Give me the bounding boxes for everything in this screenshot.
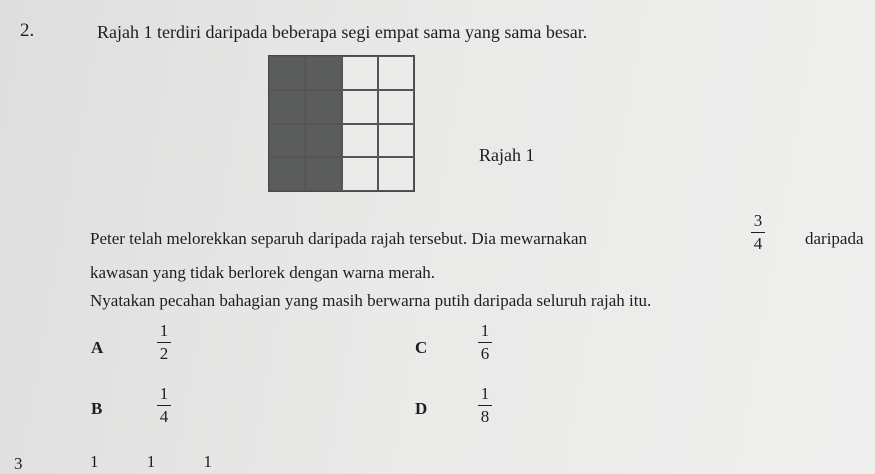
- option-c-letter[interactable]: C: [415, 338, 428, 357]
- option-c-denominator: 6: [480, 344, 490, 364]
- grid-cell-shaded: [269, 56, 305, 90]
- grid-cell-white: [342, 124, 378, 158]
- grid-cell-shaded: [269, 90, 305, 124]
- question-title: Rajah 1 terdiri daripada beberapa segi empat sama yang sama besar.: [97, 22, 588, 42]
- option-d-fraction[interactable]: [478, 385, 492, 426]
- question-number: 2.: [20, 20, 35, 41]
- option-d-numerator: 1: [480, 384, 490, 403]
- option-c-numerator: 1: [480, 321, 490, 340]
- grid-cell-white: [378, 124, 414, 158]
- option-a-numerator: 1: [159, 321, 169, 340]
- grid-cell-white: [378, 90, 414, 124]
- grid-cell-shaded: [305, 157, 341, 191]
- option-d-denominator: 8: [480, 407, 490, 427]
- option-b-letter[interactable]: B: [91, 399, 103, 418]
- option-a-denominator: 2: [159, 344, 169, 364]
- paragraph-3-text: Nyatakan pecahan bahagian yang masih berwarna putih daripada seluruh rajah itu.: [90, 291, 652, 310]
- paragraph-1-end: daripada: [805, 229, 864, 248]
- grid-cell-white: [378, 56, 414, 90]
- fraction-bar: [751, 232, 765, 233]
- grid-cell-white: [342, 56, 378, 90]
- option-d-letter[interactable]: D: [415, 399, 428, 418]
- inline-fraction-numerator: 3: [753, 211, 763, 230]
- paragraph-1-text: Peter telah melorekkan separuh daripada rajah tersebut. Dia mewarnakan: [90, 229, 588, 248]
- grid-cell-shaded: [305, 56, 341, 90]
- option-a-fraction[interactable]: [157, 322, 171, 363]
- option-c-fraction[interactable]: [478, 322, 492, 363]
- figure-grid: [268, 55, 415, 192]
- grid-cell-shaded: [269, 157, 305, 191]
- grid-cell-shaded: [305, 90, 341, 124]
- grid-cell-white: [342, 90, 378, 124]
- next-question-number: 3: [14, 454, 23, 473]
- option-b-fraction[interactable]: [157, 385, 171, 426]
- figure-label: Rajah 1: [479, 145, 535, 165]
- grid-cell-white: [342, 157, 378, 191]
- paragraph-2-text: kawasan yang tidak berlorek dengan warna merah.: [90, 263, 436, 282]
- option-b-denominator: 4: [159, 407, 169, 427]
- fraction-bar: [157, 342, 171, 343]
- option-a-letter[interactable]: A: [91, 338, 104, 357]
- inline-fraction: [751, 212, 765, 253]
- fraction-bar: [478, 405, 492, 406]
- fraction-bar: [478, 342, 492, 343]
- next-question-partial: 1 1 1: [90, 452, 234, 471]
- inline-fraction-denominator: 4: [753, 234, 763, 254]
- grid-cell-shaded: [305, 124, 341, 158]
- fraction-bar: [157, 405, 171, 406]
- grid-cell-white: [378, 157, 414, 191]
- grid-cell-shaded: [269, 124, 305, 158]
- option-b-numerator: 1: [159, 384, 169, 403]
